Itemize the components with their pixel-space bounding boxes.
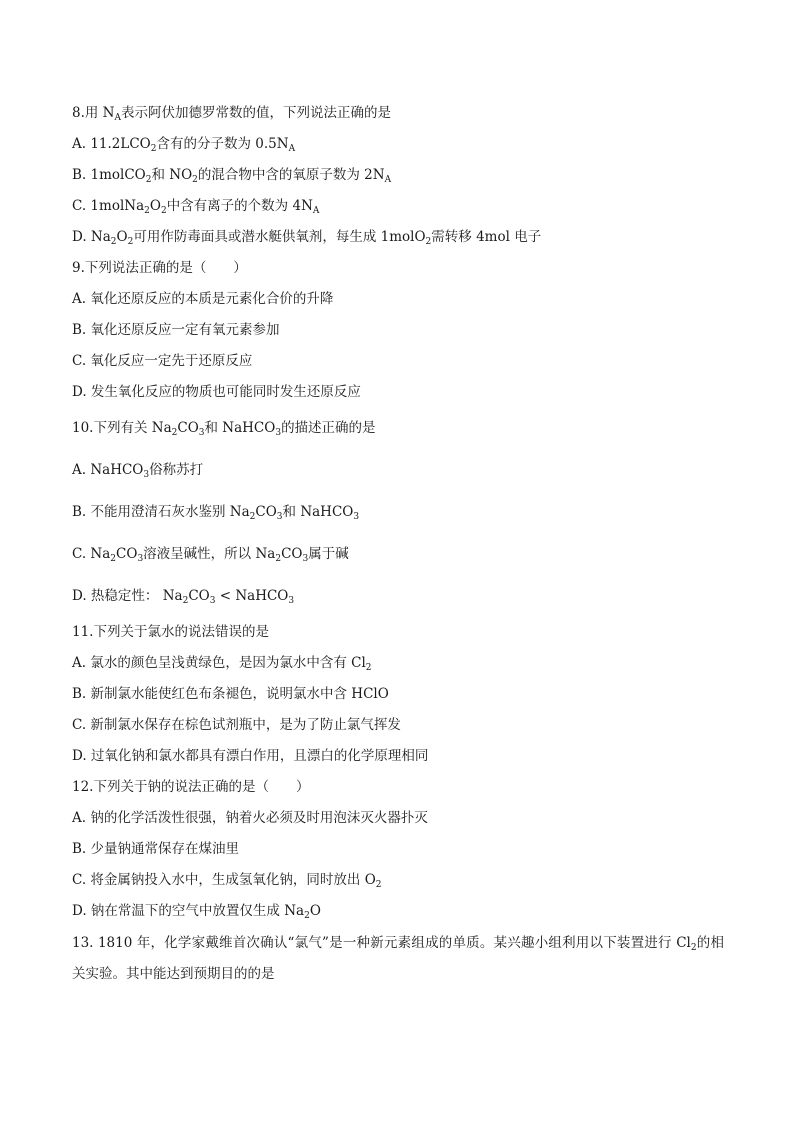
q11-stem: 11.下列关于氯水的说法错误的是	[72, 624, 269, 640]
q12-option-a: A. 钠的化学活泼性很强，钠着火必须及时用泡沫灭火器扑灭	[72, 810, 428, 826]
q11-option-c: C. 新制氯水保存在棕色试剂瓶中，是为了防止氯气挥发	[72, 717, 401, 733]
q12-stem: 12.下列关于钠的说法正确的是（ ）	[72, 779, 310, 795]
q10-option-c: C. $Na_2CO_3$溶液呈碱性，所以 $Na_2CO_3$属于碱	[72, 546, 349, 564]
q10-option-d: D. 热稳定性： $Na_2CO_3$ < NaHCO$_3$	[72, 588, 295, 606]
q9-option-d: D. 发生氧化反应的物质也可能同时发生还原反应	[72, 384, 361, 400]
q10-option-b: B. 不能用澄清石灰水鉴别 $Na_2CO_3$和 NaHCO$_3$	[72, 504, 360, 522]
q8-option-d: D. $Na_2O_2$可用作防毒面具或潜水艇供氧剂，每生成 1molO$_2$需转移 4mol 电子	[72, 229, 542, 247]
q13-stem: 13. 1810 年，化学家戴维首次确认“氯气”是一种新元素组成的单质。某兴趣小组利用以下装置进行 $Cl_2$的相关实验。其中能达到预期目的的是	[72, 935, 724, 982]
q8-stem: 8.用 $N_A$表示阿伏加德罗常数的值，下列说法正确的是	[72, 105, 391, 123]
q9-option-a: A. 氧化还原反应的本质是元素化合价的升降	[72, 291, 334, 307]
q11-option-a: A. 氯水的颜色呈浅黄绿色，是因为氯水中含有 $Cl_2$	[72, 655, 372, 673]
q8-option-c: C. $1molNa_2O_2$中含有离子的个数为 $4N_A$	[72, 198, 320, 216]
q12-option-b: B. 少量钠通常保存在煤油里	[72, 841, 240, 857]
q8-option-a: A. $11.2LCO_2$含有的分子数为 $0.5N_A$	[72, 136, 296, 154]
q11-option-d: D. 过氧化钠和氯水都具有漂白作用，且漂白的化学原理相同	[72, 748, 429, 764]
q9-stem: 9.下列说法正确的是（ ）	[72, 260, 247, 276]
q8-option-b: B. 1molCO$_2$和 $NO_2$的混合物中含的氧原子数为 $2N_A$	[72, 167, 392, 185]
q12-option-c: C. 将金属钠投入水中，生成氢氧化钠，同时放出 $O_2$	[72, 872, 382, 890]
q11-option-b: B. 新制氯水能使红色布条褪色，说明氯水中含 HClO	[72, 686, 389, 702]
q9-option-b: B. 氧化还原反应一定有氧元素参加	[72, 322, 280, 338]
q9-option-c: C. 氧化反应一定先于还原反应	[72, 353, 253, 369]
q12-option-d: D. 钠在常温下的空气中放置仅生成 $Na_2O$	[72, 903, 321, 921]
q10-option-a: A. NaHCO$_3$俗称苏打	[72, 462, 204, 480]
q10-stem: 10.下列有关 $Na_2CO_3$和 NaHCO$_3$的描述正确的是	[72, 420, 376, 438]
